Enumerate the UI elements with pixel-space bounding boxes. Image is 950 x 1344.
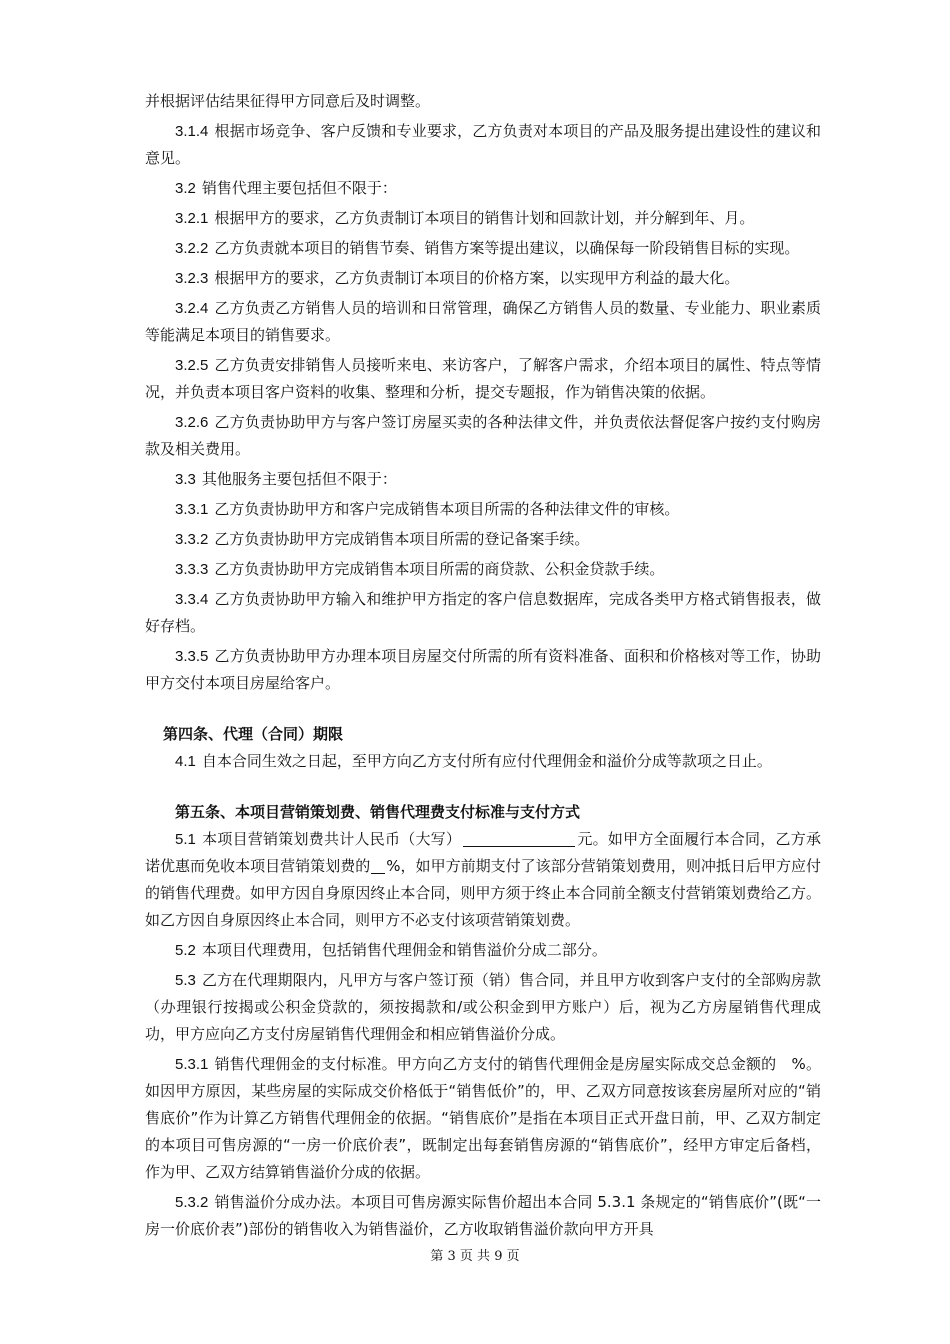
clause-5-3-2 [145,1189,821,1243]
clause-number: 5.3.1 [175,1056,209,1073]
clause-3-3-1 [145,496,821,523]
clause-number: 5.2 [175,942,196,959]
clause-3-1-4 [145,118,821,172]
clause-text: 自本合同生效之日起，至甲方向乙方支付所有应付代理佣金和溢价分成等款项之日止。 [201,752,772,770]
clause-4-1 [145,748,821,775]
clause-number: 3.2 [175,180,196,197]
clause-3-2-2 [145,235,821,262]
clause-3-2 [145,175,821,202]
clause-number: 4.1 [175,753,196,770]
clause-number: 3.2.1 [175,210,209,227]
clause-number: 3.3.3 [175,561,209,578]
clause-3-2-4 [145,295,821,349]
clause-3-3-5 [145,643,821,697]
clause-3-2-1 [145,205,821,232]
clause-text: 元。如甲方全面履行本合同，乙方承诺优惠而免收本项目营销策划费的 [145,830,821,875]
clause-number: 3.3.5 [175,648,209,665]
clause-number: 3.3.4 [175,591,209,608]
clause-text: 销售代理佣金的支付标准。甲方向乙方支付的销售代理佣金是房屋实际成交总金额的 %。如因甲方原因，某些房屋的实际成交价格低于“销售低价”的，甲、乙双方同意按该套房屋所对应的“销售底价”作为计算乙方销售代理佣金的依据。“销售底价”是指在本项目正式开盘日前，甲、乙双方制定的本项目可售房源的“一房一价底价表”，既制定出每套销售房源的“销售底价”，经甲方审定后备档，作为甲、乙双方结算销售溢价分成的依据。 [145,1055,821,1181]
clause-3-3-3 [145,556,821,583]
clause-text: 乙方负责就本项目的销售节奏、销售方案等提出建议，以确保每一阶段销售目标的实现。 [214,239,800,257]
clause-text: 销售溢价分成办法。本项目可售房源实际售价超出本合同 5.3.1 条规定的“销售底价”(既“一房一价底价表”)部份的销售收入为销售溢价，乙方收取销售溢价款向甲方开具 [145,1193,821,1238]
paragraph-continuation: 并根据评估结果征得甲方同意后及时调整。 [145,92,431,110]
clause-text: 乙方负责协助甲方完成销售本项目所需的登记备案手续。 [214,530,590,548]
clause-5-3-1 [145,1051,821,1186]
document-body [145,88,821,1246]
clause-text: 根据甲方的要求，乙方负责制订本项目的价格方案，以实现甲方利益的最大化。 [214,269,740,287]
clause-5-1 [145,826,821,934]
clause-text: 根据甲方的要求，乙方负责制订本项目的销售计划和回款计划，并分解到年、月。 [214,209,755,227]
clause-text: 乙方在代理期限内，凡甲方与客户签订预（销）售合同，并且甲方收到客户支付的全部购房款（办理银行按揭或公积金贷款的，须按揭款和/或公积金到甲方账户）后，视为乙方房屋销售代理成功，甲方应向乙方支付房屋销售代理佣金和相应销售溢价分成。 [145,971,821,1043]
clause-number: 3.2.5 [175,357,209,374]
clause-number: 3.1.4 [175,123,209,140]
clause-3-2-5 [145,352,821,406]
clause-3-3 [145,466,821,493]
clause-text: 乙方负责协助甲方完成销售本项目所需的商贷款、公积金贷款手续。 [214,560,665,578]
clause-text: 本项目代理费用，包括销售代理佣金和销售溢价分成二部分。 [201,941,607,959]
clause-text: 其他服务主要包括但不限于： [201,470,397,488]
clause-5-2 [145,937,821,964]
clause-3-2-3 [145,265,821,292]
clause-text: 销售代理主要包括但不限于： [201,179,397,197]
page-footer: 第 3 页 共 9 页 [430,1249,520,1264]
clause-3-3-4 [145,586,821,640]
clause-5-3 [145,967,821,1048]
clause-number: 3.3.2 [175,531,209,548]
clause-text: 乙方负责协助甲方办理本项目房屋交付所需的所有资料准备、面积和价格核对等工作，协助甲方交付本项目房屋给客户。 [145,647,821,692]
clause-text: 乙方负责乙方销售人员的培训和日常管理，确保乙方销售人员的数量、专业能力、职业素质等能满足本项目的销售要求。 [145,299,821,344]
clause-text: 乙方负责协助甲方和客户完成销售本项目所需的各种法律文件的审核。 [214,500,680,518]
clause-number: 5.3.2 [175,1194,209,1211]
clause-text: 根据市场竞争、客户反馈和专业要求，乙方负责对本项目的产品及服务提出建设性的建议和意见。 [145,122,821,167]
clause-text: 乙方负责协助甲方输入和维护甲方指定的客户信息数据库，完成各类甲方格式销售报表，做好存档。 [145,590,821,635]
clause-number: 3.2.2 [175,240,209,257]
clause-number: 3.2.4 [175,300,209,317]
clause-text: 本项目营销策划费共计人民币（大写） [201,830,462,848]
clause-number: 3.3 [175,471,196,488]
clause-text: 乙方负责安排销售人员接听来电、来访客户，了解客户需求，介绍本项目的属性、特点等情况，并负责本项目客户资料的收集、整理和分析，提交专题报，作为销售决策的依据。 [145,356,821,401]
clause-number: 5.1 [175,831,196,848]
clause-number: 5.3 [175,972,196,989]
clause-text: 乙方负责协助甲方与客户签订房屋买卖的各种法律文件，并负责依法督促客户按约支付购房款及相关费用。 [145,413,821,458]
article-4-heading: 第四条、代理（合同）期限 [163,725,344,743]
clause-text: %，如甲方前期支付了该部分营销策划费用，则冲抵日后甲方应付的销售代理费。如甲方因自身原因终止本合同，则甲方须于终止本合同前全额支付营销策划费给乙方。如乙方因自身原因终止本合同，则甲方不必支付该项营销策划费。 [145,857,821,929]
article-5-heading: 第五条、本项目营销策划费、销售代理费支付标准与支付方式 [175,803,581,821]
clause-number: 3.2.6 [175,414,209,431]
clause-number: 3.2.3 [175,270,209,287]
clause-3-2-6 [145,409,821,463]
percent-blank [371,856,385,874]
clause-3-3-2 [145,526,821,553]
amount-blank [463,829,575,847]
clause-number: 3.3.1 [175,501,209,518]
